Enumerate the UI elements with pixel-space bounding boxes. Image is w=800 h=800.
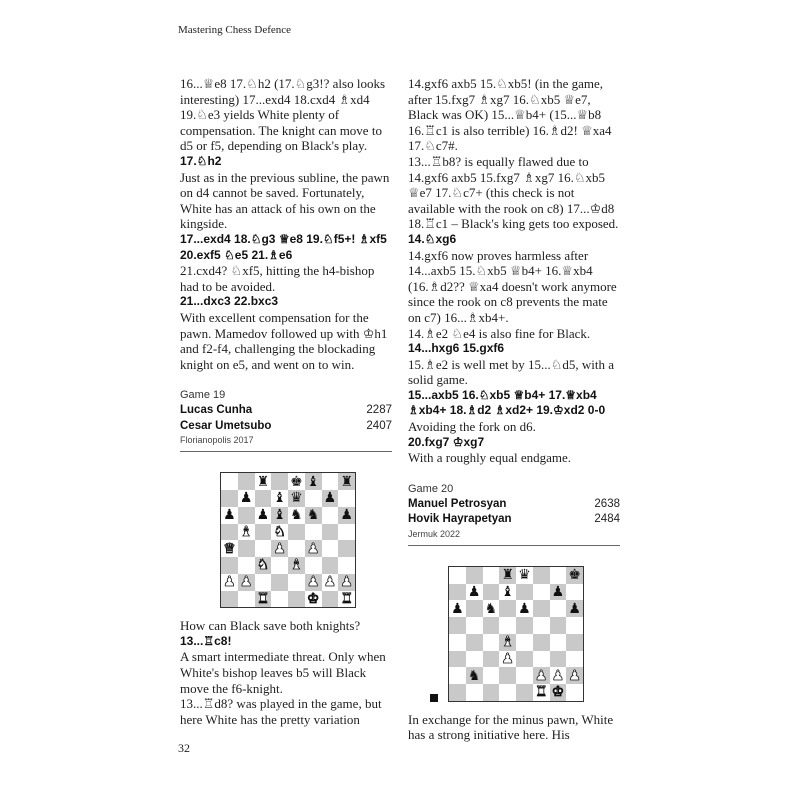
game-label: Game 19	[180, 389, 226, 402]
square	[550, 617, 567, 634]
main-line-move: 14...hxg6 15.gxf6	[408, 341, 505, 356]
white-piece: ♟	[239, 574, 253, 591]
white-player-row	[180, 403, 392, 419]
square	[255, 473, 272, 490]
square	[288, 540, 305, 557]
white-piece: ♟	[273, 540, 286, 557]
square	[533, 584, 550, 601]
black-piece: ♟	[467, 583, 481, 600]
square	[238, 524, 255, 541]
square	[499, 617, 516, 634]
square	[288, 524, 305, 541]
white-piece: ♜	[256, 590, 270, 607]
square	[516, 617, 533, 634]
black-piece: ♟	[323, 490, 337, 507]
divider	[408, 545, 620, 546]
square	[238, 591, 255, 608]
black-player-rating: 2484	[594, 513, 620, 526]
square	[466, 667, 483, 684]
square	[533, 617, 550, 634]
square	[516, 684, 533, 701]
square	[288, 574, 305, 591]
square	[221, 473, 238, 490]
square	[322, 490, 339, 507]
main-line-move: 21...dxc3 22.bxc3	[180, 294, 279, 309]
square	[516, 584, 533, 601]
white-player-name: Lucas Cunha	[180, 404, 253, 417]
square	[221, 540, 238, 557]
main-line-move: 17...exd4 18.♘g3 ♕e8 19.♘f5+! ♗xf5 20.exf5 ♘e5 21.♗e6	[180, 231, 387, 262]
annotation-paragraph: A smart intermediate threat. Only when White's bishop leaves b5 will Black move the f6-knight.	[180, 649, 386, 696]
square	[466, 584, 483, 601]
square	[305, 591, 322, 608]
square	[221, 591, 238, 608]
chess-diagram-game-20	[448, 566, 620, 702]
square	[271, 591, 288, 608]
square	[533, 634, 550, 651]
black-piece: ♟	[518, 600, 531, 617]
black-piece: ♟	[551, 583, 565, 600]
white-piece: ♞	[256, 557, 270, 574]
white-piece: ♛	[223, 540, 236, 557]
white-piece: ♝	[290, 557, 303, 574]
square	[338, 540, 355, 557]
square	[305, 490, 322, 507]
white-piece: ♝	[239, 523, 253, 540]
game-19-header	[180, 388, 392, 452]
black-piece: ♝	[273, 490, 286, 507]
square	[271, 490, 288, 507]
square	[550, 684, 567, 701]
square	[466, 600, 483, 617]
white-piece: ♞	[273, 523, 286, 540]
annotation-paragraph: 14.gxf6 now proves harmless after 14...axb5 15.♘xb5 ♕b4+ 16.♕xb4 (16.♗d2?? ♕xa4 doesn't work anymore since the rook on c8 prevents the mate on c7) 16...♗xb4+.	[408, 247, 617, 325]
white-piece: ♚	[551, 684, 565, 701]
black-piece: ♜	[256, 473, 270, 490]
square	[255, 524, 272, 541]
black-piece: ♟	[340, 507, 353, 524]
square	[449, 651, 466, 668]
white-piece: ♟	[568, 667, 581, 684]
square	[271, 540, 288, 557]
square	[566, 651, 583, 668]
black-piece: ♜	[340, 473, 353, 490]
white-piece: ♟	[501, 650, 514, 667]
square	[483, 684, 500, 701]
main-line-move: 15...axb5 16.♘xb5 ♕b4+ 17.♕xb4 ♗xb4+ 18.♗d2 ♗xd2+ 19.♔xd2 0-0	[408, 387, 606, 418]
white-piece: ♟	[306, 540, 320, 557]
square	[221, 490, 238, 507]
square	[449, 684, 466, 701]
square	[566, 617, 583, 634]
square	[238, 473, 255, 490]
square	[466, 684, 483, 701]
square	[288, 490, 305, 507]
chess-diagram-game-19	[220, 472, 392, 608]
white-piece: ♟	[223, 574, 236, 591]
square	[305, 574, 322, 591]
square	[338, 574, 355, 591]
white-piece: ♜	[340, 590, 353, 607]
square	[483, 617, 500, 634]
square	[499, 667, 516, 684]
square	[566, 567, 583, 584]
square	[449, 634, 466, 651]
square	[255, 507, 272, 524]
square	[533, 651, 550, 668]
square	[288, 591, 305, 608]
square	[550, 667, 567, 684]
black-to-move-indicator	[430, 694, 438, 702]
annotation-paragraph: With a roughly equal endgame.	[408, 450, 572, 466]
square	[483, 667, 500, 684]
square	[550, 651, 567, 668]
square	[533, 600, 550, 617]
left-column	[180, 76, 392, 727]
square	[288, 557, 305, 574]
black-piece: ♝	[306, 473, 320, 490]
square	[499, 567, 516, 584]
square	[483, 634, 500, 651]
main-line-move: 14.♘xg6	[408, 231, 457, 246]
black-player-row	[408, 512, 620, 528]
square	[566, 584, 583, 601]
square	[238, 557, 255, 574]
black-piece: ♚	[290, 473, 303, 490]
black-piece: ♟	[451, 600, 464, 617]
black-piece: ♞	[306, 507, 320, 524]
square	[322, 473, 339, 490]
white-piece: ♟	[340, 574, 353, 591]
square	[566, 684, 583, 701]
annotation-paragraph: 13...♖b8? is equally flawed due to 14.gxf6 axb5 15.fxg7 ♗xg7 16.♘xb5 ♕e7 17.♘c7+ (this check is not available with the rook on c8) 17...♔d8 18.♖c1 – Black's king gets too exposed.	[408, 153, 619, 232]
square	[516, 667, 533, 684]
square	[516, 634, 533, 651]
square	[499, 600, 516, 617]
black-player-name: Hovik Hayrapetyan	[408, 513, 512, 526]
right-annotation-text	[408, 76, 620, 466]
square	[550, 634, 567, 651]
black-piece: ♚	[568, 567, 581, 584]
square	[322, 591, 339, 608]
square	[255, 574, 272, 591]
square	[322, 540, 339, 557]
annotation-paragraph: 16...♕e8 17.♘h2 (17.♘g3!? also looks interesting) 17...exd4 18.cxd4 ♗xd4 19.♘e3 yields White plenty of compensation. The knight can move to d5 or f5, depending on Black's play.	[180, 76, 386, 154]
square	[483, 567, 500, 584]
square	[499, 651, 516, 668]
black-piece: ♟	[568, 600, 581, 617]
square	[288, 507, 305, 524]
square	[221, 557, 238, 574]
black-player-row	[180, 419, 392, 435]
square	[499, 634, 516, 651]
square	[322, 574, 339, 591]
square	[221, 574, 238, 591]
square	[550, 584, 567, 601]
square	[516, 651, 533, 668]
left-annotation-text	[180, 76, 392, 372]
black-piece: ♟	[223, 507, 236, 524]
left-continuation-text	[180, 618, 392, 727]
event-location: Jermuk 2022	[408, 528, 461, 539]
square	[466, 567, 483, 584]
square	[305, 473, 322, 490]
annotation-paragraph: Avoiding the fork on d6.	[408, 419, 536, 435]
square	[338, 591, 355, 608]
white-player-rating: 2638	[594, 497, 620, 510]
square	[271, 574, 288, 591]
annotation-paragraph: 14.♗e2 ♘e4 is also fine for Black.	[408, 325, 591, 341]
square	[516, 600, 533, 617]
white-player-rating: 2287	[366, 404, 392, 417]
game-20-header	[408, 482, 620, 546]
black-piece: ♝	[501, 583, 514, 600]
black-piece: ♛	[518, 567, 531, 584]
square	[499, 684, 516, 701]
square	[238, 507, 255, 524]
square	[238, 540, 255, 557]
main-line-move: 13...♖c8!	[180, 633, 232, 648]
annotation-paragraph: How can Black save both knights?	[180, 618, 361, 634]
square	[322, 507, 339, 524]
square	[533, 567, 550, 584]
main-line-move: 17.♘h2	[180, 153, 222, 168]
square	[338, 490, 355, 507]
annotation-paragraph: Just as in the previous subline, the pawn on d4 cannot be saved. Fortunately, White has an attack of his own on the kingside.	[180, 169, 390, 232]
right-column	[408, 76, 620, 743]
white-player-name: Manuel Petrosyan	[408, 497, 507, 510]
square	[338, 507, 355, 524]
square	[322, 557, 339, 574]
square	[305, 524, 322, 541]
white-piece: ♚	[306, 590, 320, 607]
square	[288, 473, 305, 490]
square	[255, 490, 272, 507]
black-piece: ♟	[239, 490, 253, 507]
main-line-move: 20.fxg7 ♔xg7	[408, 434, 485, 449]
square	[533, 684, 550, 701]
square	[255, 557, 272, 574]
square	[449, 667, 466, 684]
square	[483, 651, 500, 668]
square	[255, 540, 272, 557]
event-location: Florianopolis 2017	[180, 435, 254, 446]
square	[338, 473, 355, 490]
annotation-paragraph: 15.♗e2 is well met by 15...♘d5, with a solid game.	[408, 356, 615, 388]
square	[271, 557, 288, 574]
white-piece: ♜	[534, 684, 548, 701]
square	[466, 634, 483, 651]
square	[533, 667, 550, 684]
square	[255, 591, 272, 608]
square	[221, 524, 238, 541]
square	[566, 667, 583, 684]
white-piece: ♟	[551, 667, 565, 684]
square	[516, 567, 533, 584]
square	[499, 584, 516, 601]
black-piece: ♛	[290, 490, 303, 507]
square	[449, 617, 466, 634]
square	[483, 600, 500, 617]
black-player-name: Cesar Umetsubo	[180, 419, 272, 432]
square	[566, 634, 583, 651]
game-label: Game 20	[408, 482, 454, 495]
white-piece: ♟	[306, 574, 320, 591]
square	[550, 600, 567, 617]
square	[322, 524, 339, 541]
chessboard	[448, 566, 584, 702]
square	[449, 584, 466, 601]
annotation-paragraph: 21.cxd4? ♘xf5, hitting the h4-bishop had to be avoided.	[180, 263, 375, 294]
annotation-paragraph: 14.gxf6 axb5 15.♘xb5! (in the game, after 15.fxg7 ♗xg7 16.♘xb5 ♕e7, Black was OK) 15...♕b4+ (15...♕b8 16.♖c1 is also terrible) 16.♗d2! ♕xa4 17.♘c7#.	[408, 76, 612, 154]
chessboard	[220, 472, 356, 608]
divider	[180, 451, 392, 452]
square	[466, 617, 483, 634]
black-piece: ♝	[273, 507, 286, 524]
square	[305, 557, 322, 574]
annotation-paragraph: 13...♖d8? was played in the game, but here White has the pretty variation	[180, 696, 382, 727]
square	[566, 600, 583, 617]
square	[305, 540, 322, 557]
square	[238, 490, 255, 507]
square	[466, 651, 483, 668]
square	[305, 507, 322, 524]
black-piece: ♞	[484, 600, 498, 617]
black-piece: ♞	[467, 667, 481, 684]
square	[271, 473, 288, 490]
page-number: 32	[178, 741, 190, 755]
square	[483, 584, 500, 601]
black-player-rating: 2407	[366, 419, 392, 432]
square	[271, 524, 288, 541]
square	[449, 567, 466, 584]
black-piece: ♜	[501, 567, 514, 584]
black-piece: ♞	[290, 507, 303, 524]
white-piece: ♟	[534, 667, 548, 684]
square	[449, 600, 466, 617]
annotation-paragraph: With excellent compensation for the pawn. Mamedov followed up with ♔h1 and f2-f4, challenging the blockading knight on e5, and went on to win.	[180, 309, 388, 372]
annotation-paragraph: In exchange for the minus pawn, White has a strong initiative here. His	[408, 711, 614, 743]
running-head: Mastering Chess Defence	[178, 24, 292, 36]
square	[238, 574, 255, 591]
square	[221, 507, 238, 524]
white-piece: ♟	[323, 574, 337, 591]
square	[338, 524, 355, 541]
square	[271, 507, 288, 524]
black-piece: ♟	[256, 507, 270, 524]
white-player-row	[408, 497, 620, 513]
square	[550, 567, 567, 584]
right-continuation-text	[408, 712, 620, 743]
white-piece: ♝	[501, 634, 514, 651]
square	[338, 557, 355, 574]
